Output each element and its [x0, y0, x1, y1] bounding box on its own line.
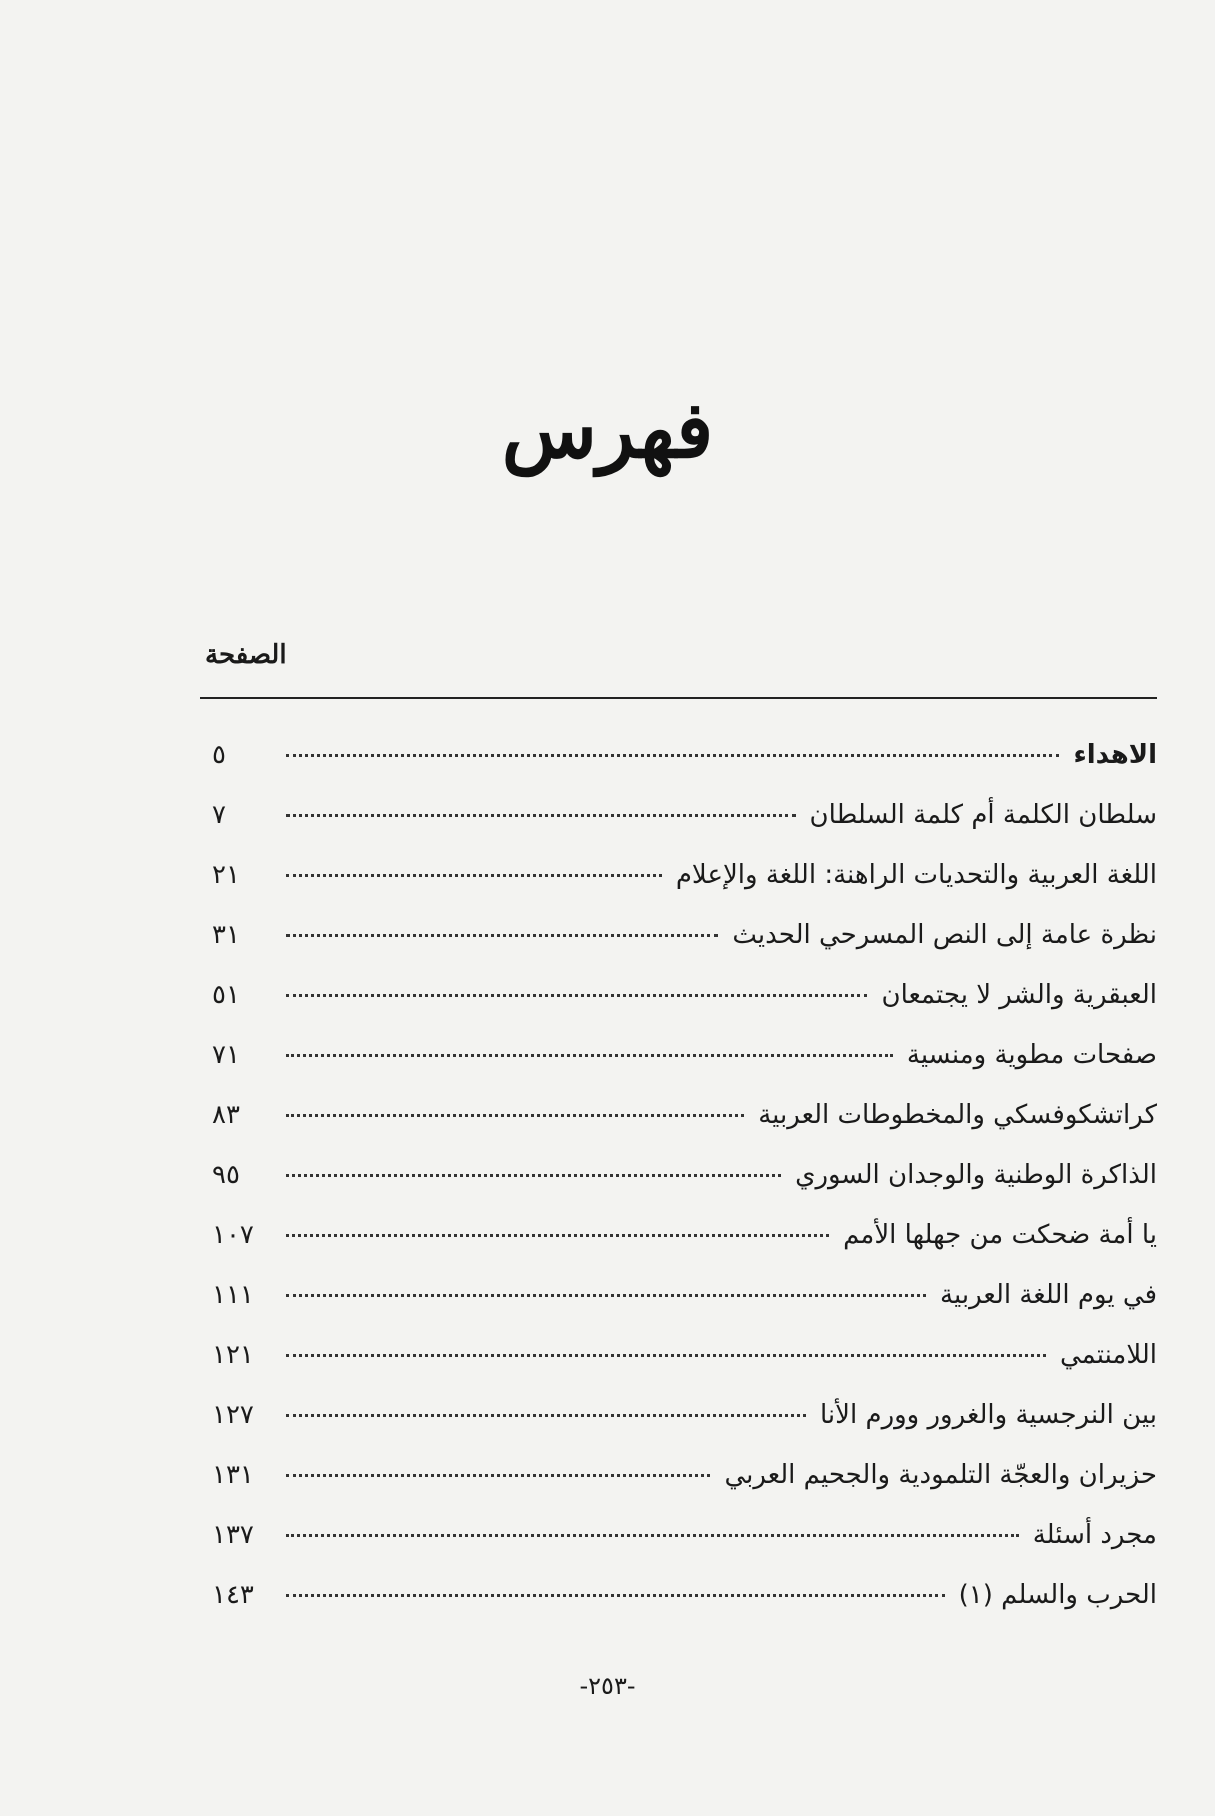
toc-entry	[212, 1580, 1157, 1640]
toc-entry-page: ٩٥	[212, 1160, 240, 1190]
toc-entry	[212, 1100, 1157, 1160]
toc-entry-title: سلطان الكلمة أم كلمة السلطان	[809, 800, 1157, 830]
toc-entry-title: اللامنتمي	[1060, 1340, 1157, 1370]
toc-entry	[212, 920, 1157, 980]
toc-entry-title: مجرد أسئلة	[1032, 1520, 1157, 1550]
toc-entry	[212, 860, 1157, 920]
toc-entry-page: ٧	[212, 800, 226, 830]
dot-leader	[286, 1534, 1019, 1537]
dot-leader	[286, 1474, 710, 1477]
dot-leader	[286, 1354, 1046, 1357]
dot-leader	[286, 874, 662, 877]
toc-entry-page: ٣١	[212, 920, 240, 950]
toc-entry-title: الحرب والسلم (١)	[958, 1580, 1157, 1610]
toc-entry-title: العبقرية والشر لا يجتمعان	[881, 980, 1157, 1010]
toc-entry-page: ١٢١	[212, 1340, 254, 1370]
toc-entry-page: ١٣٧	[212, 1520, 254, 1550]
page-title: فهرس	[501, 385, 714, 476]
dot-leader	[286, 994, 867, 997]
toc-entry-page: ١٣١	[212, 1460, 254, 1490]
toc-entry-title: يا أمة ضحكت من جهلها الأمم	[843, 1220, 1157, 1250]
dot-leader	[286, 1054, 893, 1057]
toc-entry-page: ٨٣	[212, 1100, 240, 1130]
toc-entry-title: الذاكرة الوطنية والوجدان السوري	[795, 1160, 1157, 1190]
toc-entry	[212, 1400, 1157, 1460]
toc-entry	[212, 1280, 1157, 1340]
toc-entry-page: ٥١	[212, 980, 240, 1010]
dot-leader	[286, 1294, 926, 1297]
toc-entry	[212, 1340, 1157, 1400]
toc-entry	[212, 740, 1157, 800]
dot-leader	[286, 1234, 829, 1237]
toc-entry-page: ٢١	[212, 860, 240, 890]
toc-entry-page: ٧١	[212, 1040, 240, 1070]
toc-entry	[212, 1460, 1157, 1520]
toc-entry	[212, 1160, 1157, 1220]
toc-entry-page: ١٠٧	[212, 1220, 254, 1250]
dot-leader	[286, 934, 718, 937]
toc-entry-page: ١٢٧	[212, 1400, 254, 1430]
dot-leader	[286, 1414, 806, 1417]
dot-leader	[286, 1114, 744, 1117]
table-of-contents	[212, 740, 1157, 1640]
toc-entry	[212, 980, 1157, 1040]
toc-entry-title: نظرة عامة إلى النص المسرحي الحديث	[732, 920, 1157, 950]
toc-entry-page: ٥	[212, 740, 226, 770]
page-number: -٢٥٣-	[579, 1672, 636, 1700]
toc-entry	[212, 1520, 1157, 1580]
dot-leader	[286, 1594, 945, 1597]
toc-entry-title: كراتشكوفسكي والمخطوطات العربية	[758, 1100, 1157, 1130]
toc-entry-title: الاهداء	[1073, 740, 1157, 770]
page-column-header: الصفحة	[205, 640, 287, 670]
toc-entry-title: بين النرجسية والغرور وورم الأنا	[820, 1400, 1157, 1430]
toc-entry-page: ١٤٣	[212, 1580, 254, 1610]
dot-leader	[286, 1174, 781, 1177]
dot-leader	[286, 814, 796, 817]
toc-entry	[212, 1040, 1157, 1100]
dot-leader	[286, 754, 1059, 757]
toc-entry-title: حزيران والعجّة التلمودية والجحيم العربي	[724, 1460, 1157, 1490]
header-rule	[200, 697, 1157, 699]
toc-entry	[212, 800, 1157, 860]
toc-entry-title: صفحات مطوية ومنسية	[906, 1040, 1157, 1070]
toc-entry-title: اللغة العربية والتحديات الراهنة: اللغة والإعلام	[675, 860, 1157, 890]
toc-entry-page: ١١١	[212, 1280, 254, 1310]
toc-entry	[212, 1220, 1157, 1280]
toc-entry-title: في يوم اللغة العربية	[940, 1280, 1157, 1310]
